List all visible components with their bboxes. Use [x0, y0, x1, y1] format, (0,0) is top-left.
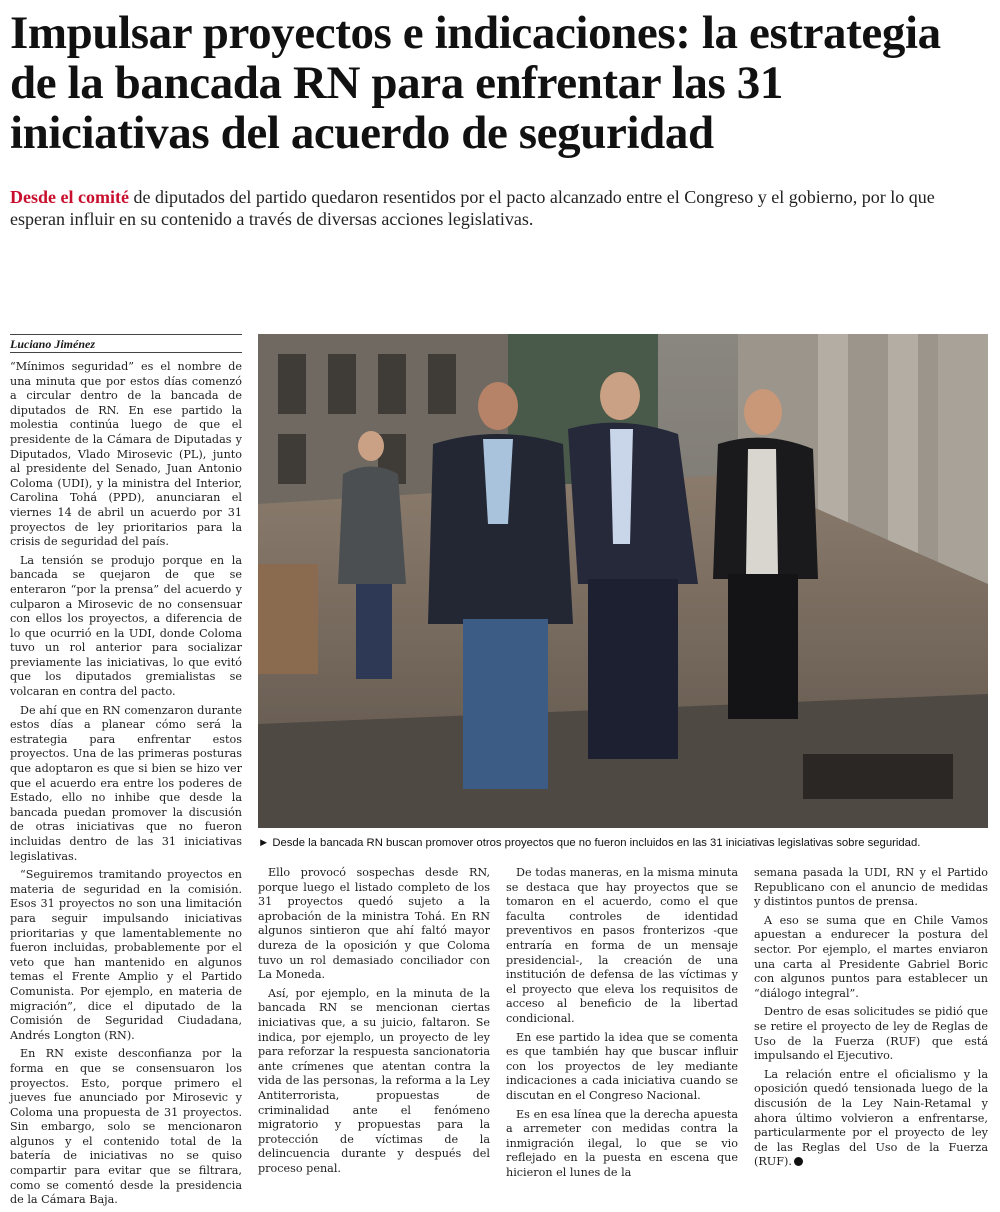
paragraph: En RN existe desconfianza por la forma en que se consensuaron los proyectos. Esto, porque primero el jueves fue anunciado por Mirosevic y Coloma una propuesta de 31 proyectos. Sin embargo, solo se mencionaron algunos y el contenido total de la batería de iniciativas no se quiso compartir para evitar que se filtrara, como se comentó desde la presidencia de la Cámara Baja.: [10, 1047, 242, 1207]
paragraph: De todas maneras, en la misma minuta se destaca que hay proyectos que se tomaron en el acuerdo, como el que faculta controles de identidad preventivos en pasos fronterizos -que entraría en forma de un mensaje presidencial-, la creación de una institución de defensa de las víctimas y el proyecto que eleva los requisitos de acceso al beneficio de la libertad condicional.: [506, 866, 738, 1025]
lead-text: de diputados del partido quedaron resentidos por el pacto alcanzado entre el Congreso y el gobierno, por lo que esperan influir en su contenido a través de diversas acciones legislativas.: [10, 187, 935, 229]
paragraph: A eso se suma que en Chile Vamos apuestan a endurecer la postura del sector. Por ejemplo, el martes enviaron una carta al Presidente Gabriel Boric con algunos puntos para establecer un “diálogo integral”.: [754, 913, 988, 1000]
paragraph: Dentro de esas solicitudes se pidió que se retire el proyecto de ley de Reglas de Uso de la Fuerza (RUF) que está impulsando el Ejecutivo.: [754, 1005, 988, 1063]
photo-of-four-people-walking-icon: [258, 334, 988, 828]
paragraph: En ese partido la idea que se comenta es que también hay que buscar influir con los proyectos de ley mediante indicaciones a cada iniciativa cuando se discutan en el Congreso Nacional.: [506, 1030, 738, 1102]
paragraph: “Mínimos seguridad” es el nombre de una minuta que por estos días comenzó a circular dentro de la bancada de diputados de RN. En ese partido la molestia continúa luego de que el presidente de la Cámara de Diputadas y Diputados, Vlado Mirosevic (PL), junto al presidente del Senado, Juan Antonio Coloma (UDI), y la ministra del Interior, Carolina Tohá (PPD), anunciaran el viernes 14 de abril un acuerdo por 31 proyectos de ley prioritarios para la crisis de seguridad del país.: [10, 360, 242, 549]
paragraph: [754, 1068, 988, 1170]
byline: Luciano Jiménez: [10, 334, 242, 353]
paragraph: La tensión se produjo porque en la bancada se quejaron de que se enteraron “por la prensa” del acuerdo y culparon a Mirosevic de no consensuar con ellos los proyectos, a diferencia de lo que ocurrió en la UDI, donde Coloma tuvo un rol anterior para socializar previamente las iniciativas, lo que evitó que los diputados gremialistas se volcaran en contra del pacto.: [10, 553, 242, 699]
photo-caption-text: Desde la bancada RN buscan promover otros proyectos que no fueron incluidos en las 31 iniciativas legislativas sobre seguridad.: [272, 837, 921, 849]
paragraph: Así, por ejemplo, en la minuta de la bancada RN se mencionan ciertas iniciativas que, a su juicio, faltaron. Se indica, por ejemplo, un proyecto de ley para reforzar la respuesta sancionatoria ante crímenes que atentan contra la vida de las personas, la reforma a la Ley Antiterrorista, propuestas de criminalidad ante el fenómeno migratorio y propuestas para la protección de víctimas de la delincuencia durante y después del proceso penal.: [258, 986, 490, 1175]
column-4: [754, 866, 988, 1174]
lead-kicker: Desde el comité: [10, 187, 129, 207]
headline: Impulsar proyectos e indicaciones: la estrategia de la bancada RN para enfrentar las 31 iniciativas del acuerdo de seguridad: [10, 7, 941, 159]
photo-caption: ► Desde la bancada RN buscan promover otros proyectos que no fueron incluidos en las 31 iniciativas legislativas sobre seguridad.: [258, 837, 921, 849]
paragraph: “Seguiremos tramitando proyectos en materia de seguridad en la comisión. Esos 31 proyectos no son una limitación para seguir impulsando iniciativas prioritarias y que lamentablemente no fueron incluidas, probablemente por el veto que han mantenido en algunos temas el Frente Amplio y el Partido Comunista. Por ejemplo, en materia de migración”, dice el diputado de la Comisión de Seguridad Ciudadana, Andrés Longton (RN).: [10, 868, 242, 1042]
end-of-article-icon: [794, 1157, 803, 1166]
lead-paragraph: [10, 186, 985, 230]
paragraph: De ahí que en RN comenzaron durante estos días a planear cómo será la estrategia para enfrentar estos proyectos. Una de las primeras posturas que adoptaron es que si bien se hizo ver que el acuerdo era entre los poderes de Estado, ello no inhibe que desde la bancada puedan promover la discusión de otras iniciativas que no fueron incluidas dentro de las 31 iniciativas legislativas.: [10, 703, 242, 863]
column-1: [10, 360, 242, 1212]
column-3: [506, 866, 738, 1184]
column-2: [258, 866, 490, 1180]
article-photo: [258, 334, 988, 828]
paragraph: Ello provocó sospechas desde RN, porque luego el listado completo de los 31 proyectos quedó sujeto a la aprobación de la ministra Tohá. En RN algunos sintieron que ahí faltó mayor dureza de la oposición y que Coloma tuvo un rol demasiado conciliador con La Moneda.: [258, 866, 490, 982]
paragraph: Es en esa línea que la derecha apuesta a arremeter con medidas contra la inmigración ilegal, lo que se vio reflejado en la puesta en escena que hicieron el lunes de la: [506, 1107, 738, 1179]
paragraph: semana pasada la UDI, RN y el Partido Republicano con el anuncio de medidas y distintos puntos de prensa.: [754, 866, 988, 909]
paragraph-text: La relación entre el oficialismo y la oposición quedó tensionada luego de la discusión de la Ley Nain-Retamal y ahora último volvieron a enfrentarse, particularmente por el proyecto de ley de las Reglas del Uso de la Fuerza (RUF).: [754, 1067, 988, 1169]
